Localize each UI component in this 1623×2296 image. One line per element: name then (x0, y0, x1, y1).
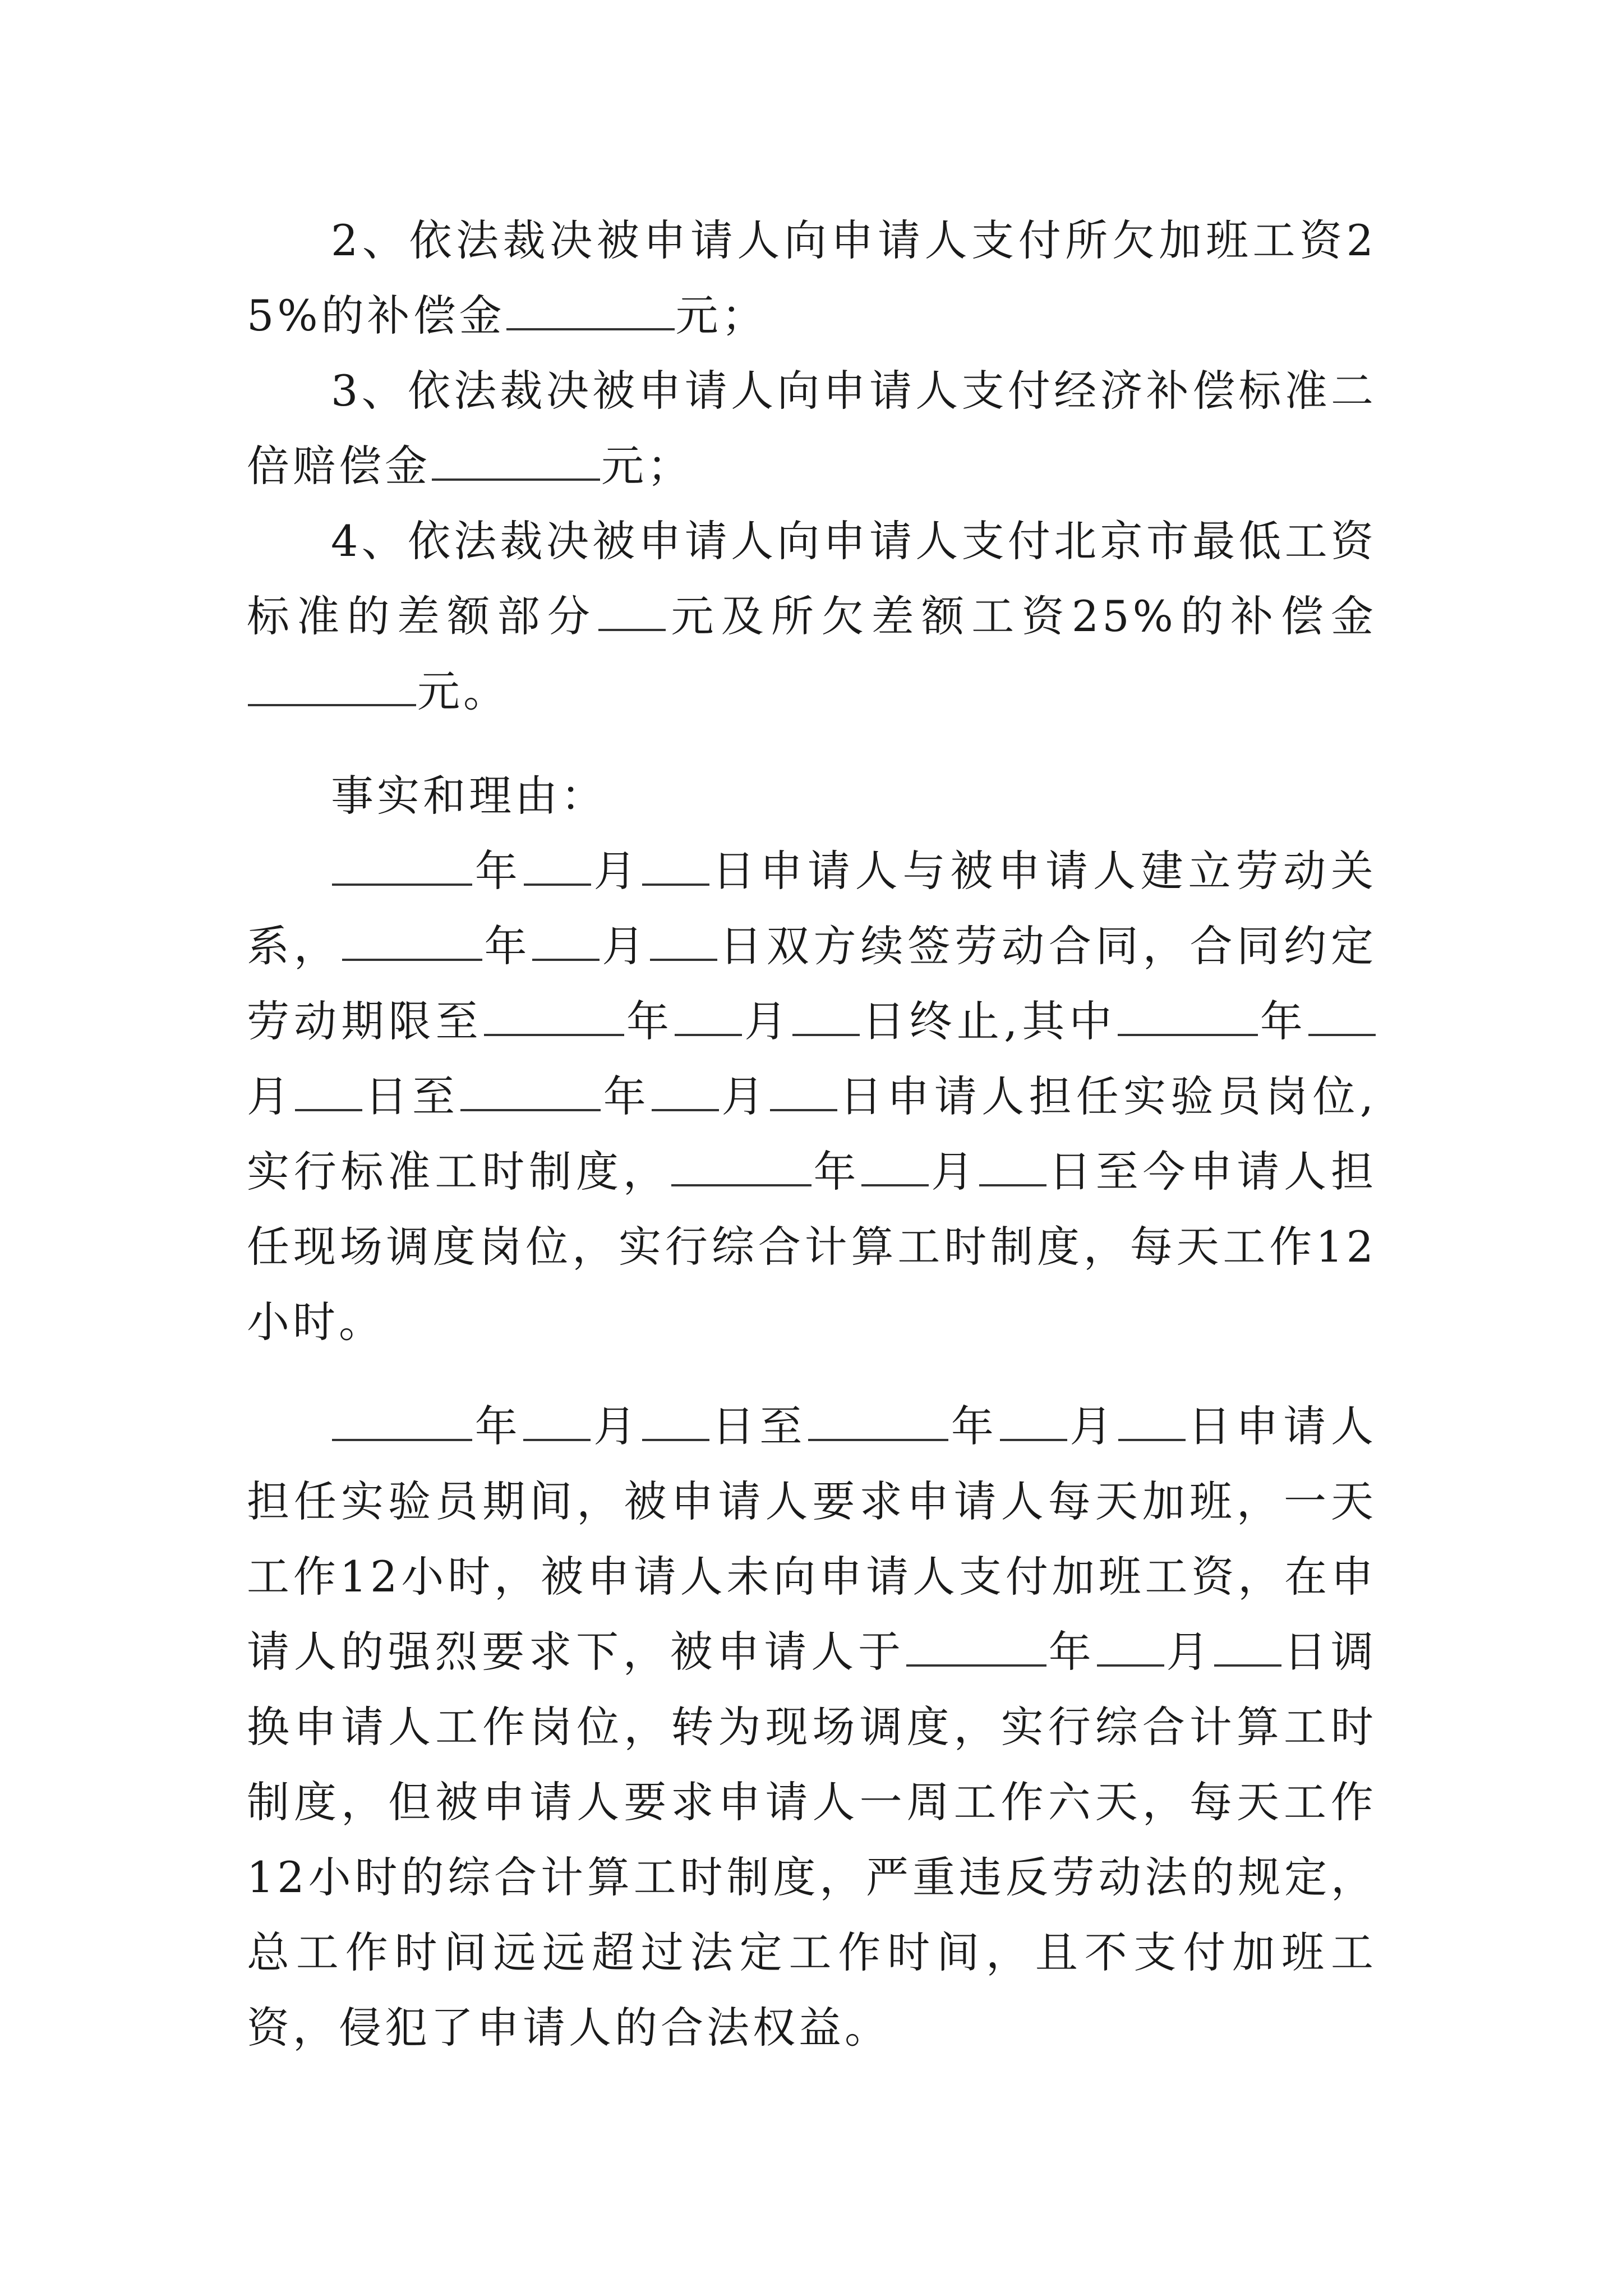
date-blank (1308, 999, 1376, 1036)
year-label: 年 (1258, 996, 1308, 1046)
fact-text: 日终止,其中 (861, 996, 1117, 1046)
year-label: 年 (625, 996, 674, 1046)
fact-text: 日双方续签劳动合同，合同约定劳动期限至 (247, 921, 1377, 1046)
amount-blank (432, 444, 600, 481)
date-blank (906, 1630, 1046, 1667)
month-label: 月 (247, 1071, 294, 1121)
date-blank (1118, 999, 1258, 1036)
claim-3-suffix: 元； (601, 441, 693, 491)
month-label: 月 (1068, 1401, 1118, 1451)
date-blank (671, 1149, 811, 1186)
date-blank (1000, 1404, 1067, 1441)
date-blank (808, 1404, 948, 1441)
claim-2-suffix: 元； (675, 291, 768, 341)
date-blank (523, 1404, 591, 1441)
date-blank (770, 1074, 837, 1111)
fact-text: 日申请人与被申请人建立劳动关系， (247, 846, 1377, 971)
date-blank (1118, 1404, 1186, 1441)
fact-text: 日至今申请人担任现场调度岗位，实行综合计算工时制度，每天工作12小时。 (247, 1147, 1377, 1347)
fact-text: 日至 (710, 1401, 808, 1451)
claim-3-text: 3、依法裁决被申请人向申请人支付经济补偿标准二倍赔偿金 (247, 366, 1377, 491)
fact-text: 日调换申请人工作岗位，转为现场调度，实行综合计算工时制度，但被申请人要求申请人一周工作六天，每天工作12小时的综合计算工时制度，严重违反劳动法的规定，总工作时间远远超过法定工作时间，且不支付加班工资，侵犯了申请人的合法权益。 (247, 1627, 1377, 2053)
claim-2 (247, 203, 1377, 353)
date-blank (861, 1149, 929, 1186)
month-label: 月 (592, 846, 642, 896)
date-blank (642, 849, 709, 886)
fact-text: 日申请人担任实验员期间，被申请人要求申请人每天加班，一天工作12小时，被申请人未向申请人支付加班工资，在申请人的强烈要求下，被申请人于 (247, 1401, 1377, 1677)
month-label: 月 (1165, 1627, 1214, 1677)
year-label: 年 (812, 1147, 861, 1197)
month-label: 月 (592, 1401, 641, 1451)
year-label: 年 (483, 921, 532, 971)
year-label: 年 (1047, 1627, 1096, 1677)
fact-text: 日至 (363, 1071, 460, 1121)
month-label: 月 (743, 996, 792, 1046)
month-label: 月 (720, 1071, 769, 1121)
date-blank (524, 849, 591, 886)
amount-blank (506, 293, 675, 330)
document-body (247, 203, 1377, 2065)
date-blank (332, 849, 472, 886)
claim-2-text: 2、依法裁决被申请人向申请人支付所欠加班工资25%的补偿金 (247, 215, 1377, 341)
claim-4-text: 4、依法裁决被申请人向申请人支付北京市最低工资标准的差额部分 (247, 516, 1377, 641)
month-label: 月 (930, 1147, 979, 1197)
year-label: 年 (473, 1401, 523, 1451)
facts-heading: 事实和理由： (331, 771, 607, 821)
month-label: 月 (601, 921, 649, 971)
year-label: 年 (473, 846, 523, 896)
date-blank (1097, 1630, 1164, 1667)
date-blank (1214, 1630, 1281, 1667)
date-blank (650, 924, 717, 961)
claim-4 (247, 504, 1377, 729)
year-label: 年 (602, 1071, 651, 1121)
date-blank (652, 1074, 719, 1111)
date-blank (532, 924, 600, 961)
claim-4-suffix: 元。 (417, 666, 509, 716)
date-blank (295, 1074, 362, 1111)
claim-3 (247, 353, 1377, 504)
fact-paragraph-2 (247, 1389, 1377, 2065)
date-blank (342, 924, 482, 961)
date-blank (979, 1149, 1046, 1186)
date-blank (460, 1074, 601, 1111)
fact-text: 日申请人担任实验员岗位,实行标准工时制度， (247, 1071, 1377, 1197)
amount-blank (248, 669, 416, 706)
date-blank (484, 999, 624, 1036)
date-blank (675, 999, 742, 1036)
date-blank (792, 999, 860, 1036)
date-blank (642, 1404, 709, 1441)
year-label: 年 (949, 1401, 999, 1451)
date-blank (332, 1404, 472, 1441)
claim-4-middle: 元及所欠差额工资25%的补偿金 (667, 591, 1377, 641)
fact-paragraph-1 (247, 834, 1377, 1360)
amount-blank (598, 594, 666, 631)
